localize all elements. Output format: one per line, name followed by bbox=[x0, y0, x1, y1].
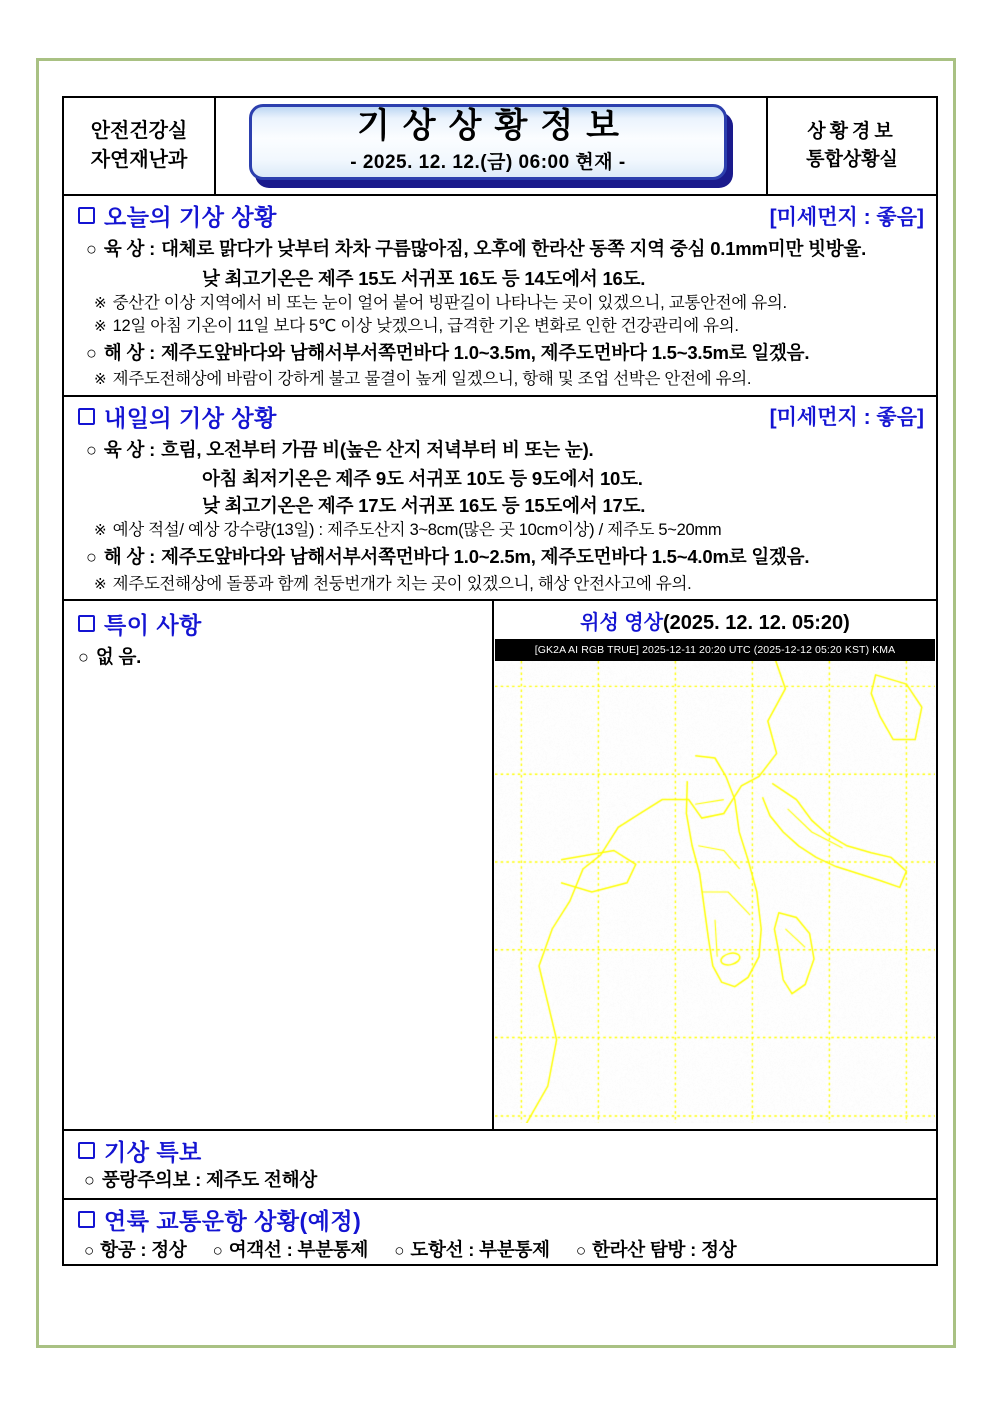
today-note3-row bbox=[64, 368, 936, 394]
asterisk-icon: ※ bbox=[94, 522, 107, 540]
title-plaque-body bbox=[249, 104, 727, 180]
satellite-image bbox=[495, 639, 935, 1123]
page-title: 기상상황정보 bbox=[356, 107, 633, 146]
tomorrow-note2: 제주도전해상에 돌풍과 함께 천둥번개가 치는 곳이 있겠으니, 해상 안전사고에 유의. bbox=[112, 574, 692, 593]
circle-bullet-icon: ○ bbox=[84, 1240, 95, 1260]
checkbox-icon bbox=[78, 615, 95, 632]
section-traffic-header bbox=[64, 1200, 936, 1236]
section-tomorrow-header bbox=[64, 397, 936, 435]
traffic-item-hallasan bbox=[576, 1236, 737, 1262]
tomorrow-note1: 예상 적설/ 예상 강수량(13일) : 제주도산지 3~8cm(많은 곳 10cm이상) / 제주도 5~20mm bbox=[112, 521, 722, 540]
asterisk-icon: ※ bbox=[94, 317, 107, 335]
traffic-items bbox=[64, 1236, 936, 1264]
section-today-title-group bbox=[78, 199, 277, 232]
section-special-title-group bbox=[78, 607, 202, 640]
traffic-item-air-label: 항공 : 정상 bbox=[100, 1238, 187, 1260]
today-land-label: 육 상 : bbox=[103, 238, 156, 259]
checkbox-icon bbox=[78, 1142, 95, 1159]
section-special-and-satellite bbox=[64, 601, 936, 1131]
satellite-title-label: 위성 영상 bbox=[580, 611, 664, 634]
circle-bullet-icon: ○ bbox=[86, 239, 97, 259]
tomorrow-note2-row bbox=[64, 573, 936, 599]
section-traffic-title: 연륙 교통운항 상황(예정) bbox=[104, 1207, 362, 1234]
header-office-line2: 통합상황실 bbox=[806, 149, 898, 170]
tomorrow-note1-row bbox=[64, 519, 936, 542]
today-sea-line: 제주도앞바다와 남해서부서쪽먼바다 1.0~3.5m, 제주도먼바다 1.5~3.5m로 일겠음. bbox=[161, 341, 810, 363]
today-land-line1: 대체로 맑다가 낮부터 차차 구름많아짐, 오후에 한라산 동쪽 지역 중심 0.1mm미만 빗방울. bbox=[161, 238, 867, 259]
section-tomorrow-title-group bbox=[78, 400, 277, 433]
traffic-item-air bbox=[84, 1236, 187, 1262]
section-special-header bbox=[64, 604, 492, 642]
tomorrow-land-line2: 아침 최저기온은 제주 9도 서귀포 10도 등 9도에서 10도. bbox=[202, 468, 643, 490]
report-sheet bbox=[62, 96, 938, 1266]
section-alert bbox=[64, 1131, 936, 1200]
section-tomorrow-title: 내일의 기상 상황 bbox=[104, 404, 277, 431]
asterisk-icon: ※ bbox=[94, 575, 107, 593]
asterisk-icon: ※ bbox=[94, 294, 107, 312]
asterisk-icon: ※ bbox=[94, 371, 107, 389]
today-note1-row bbox=[64, 292, 936, 315]
page-title-timestamp: - 2025. 12. 12.(금) 06:00 현재 - bbox=[350, 151, 626, 173]
checkbox-icon bbox=[78, 207, 95, 224]
header-office-line1: 상황경보 bbox=[807, 120, 897, 142]
today-land-row bbox=[64, 234, 936, 265]
today-note2: 12일 아침 기온이 11일 보다 5℃ 이상 낮겠으니, 급격한 기온 변화로 인한 건강관리에 유의. bbox=[112, 316, 739, 335]
section-alert-title: 기상 특보 bbox=[104, 1138, 202, 1165]
traffic-item-island-boat-label: 도항선 : 부분통제 bbox=[410, 1238, 550, 1260]
circle-bullet-icon: ○ bbox=[575, 1240, 586, 1260]
section-special-title: 특이 사항 bbox=[104, 611, 202, 638]
alert-item1: 풍랑주의보 : 제주도 전해상 bbox=[101, 1168, 318, 1190]
section-special bbox=[64, 601, 494, 1129]
special-item-row bbox=[64, 642, 492, 673]
header-department-line2: 자연재난과 bbox=[90, 149, 188, 171]
document-header bbox=[62, 96, 938, 196]
satellite-image-canvas bbox=[495, 661, 935, 1123]
circle-bullet-icon: ○ bbox=[394, 1240, 405, 1260]
traffic-item-island-boat bbox=[394, 1236, 550, 1262]
checkbox-icon bbox=[78, 408, 95, 425]
header-title-cell bbox=[216, 98, 766, 194]
satellite-title-time: (2025. 12. 12. 05:20) bbox=[663, 611, 850, 634]
header-office-cell bbox=[766, 98, 936, 194]
circle-bullet-icon: ○ bbox=[86, 439, 97, 460]
tomorrow-sea-line: 제주도앞바다와 남해서부서쪽먼바다 1.0~2.5m, 제주도먼바다 1.5~4.0m로 일겠음. bbox=[161, 546, 810, 568]
tomorrow-land-label: 육 상 : bbox=[103, 438, 156, 460]
circle-bullet-icon: ○ bbox=[78, 646, 89, 667]
tomorrow-sea-label: 해 상 : bbox=[103, 546, 156, 568]
circle-bullet-icon: ○ bbox=[86, 342, 97, 363]
today-sea-label: 해 상 : bbox=[103, 341, 156, 363]
today-land-line2: 낮 최고기온은 제주 15도 서귀포 16도 등 14도에서 16도. bbox=[202, 267, 646, 289]
section-today-title: 오늘의 기상 상황 bbox=[104, 204, 277, 230]
section-today-header bbox=[64, 196, 936, 234]
today-note1: 중산간 이상 지역에서 비 또는 눈이 얼어 붙어 빙판길이 나타나는 곳이 있겠으니, 교통안전에 유의. bbox=[112, 293, 787, 312]
alert-item-row bbox=[64, 1167, 936, 1198]
section-traffic bbox=[64, 1200, 936, 1264]
special-item1: 없 음. bbox=[95, 645, 142, 667]
satellite-panel bbox=[494, 601, 936, 1129]
tomorrow-land-row bbox=[64, 435, 936, 466]
tomorrow-sea-row bbox=[64, 542, 936, 573]
today-note3: 제주도전해상에 바람이 강하게 불고 물결이 높게 일겠으니, 항해 및 조업 선박은 안전에 유의. bbox=[112, 370, 752, 389]
section-tomorrow-dust-badge: [미세먼지 : 좋음] bbox=[769, 406, 924, 430]
satellite-title bbox=[580, 601, 850, 639]
circle-bullet-icon: ○ bbox=[212, 1240, 223, 1260]
section-alert-title-group bbox=[78, 1134, 202, 1167]
traffic-item-ferry bbox=[213, 1236, 369, 1262]
satellite-caption: [GK2A AI RGB TRUE] 2025-12-11 20:20 UTC (2025-12-12 05:20 KST) KMA bbox=[495, 639, 935, 661]
header-department-line1: 안전건강실 bbox=[90, 120, 188, 142]
today-sea-row bbox=[64, 338, 936, 369]
section-today-dust-badge: [미세먼지 : 좋음] bbox=[769, 205, 924, 229]
tomorrow-land-line1: 흐림, 오전부터 가끔 비(높은 산지 저녁부터 비 또는 눈). bbox=[161, 438, 594, 460]
traffic-item-ferry-label: 여객선 : 부분통제 bbox=[228, 1238, 369, 1260]
header-department-cell bbox=[64, 98, 216, 194]
section-tomorrow bbox=[64, 397, 936, 601]
today-note2-row bbox=[64, 315, 936, 338]
circle-bullet-icon: ○ bbox=[86, 547, 97, 568]
report-body bbox=[62, 196, 938, 1266]
traffic-item-hallasan-label: 한라산 탐방 : 정상 bbox=[591, 1238, 737, 1260]
checkbox-icon bbox=[78, 1211, 95, 1228]
section-traffic-title-group bbox=[78, 1203, 361, 1236]
title-plaque bbox=[249, 104, 733, 188]
section-alert-header bbox=[64, 1131, 936, 1167]
circle-bullet-icon: ○ bbox=[84, 1169, 95, 1190]
section-today bbox=[64, 196, 936, 397]
tomorrow-land-line3: 낮 최고기온은 제주 17도 서귀포 16도 등 15도에서 17도. bbox=[202, 495, 646, 517]
